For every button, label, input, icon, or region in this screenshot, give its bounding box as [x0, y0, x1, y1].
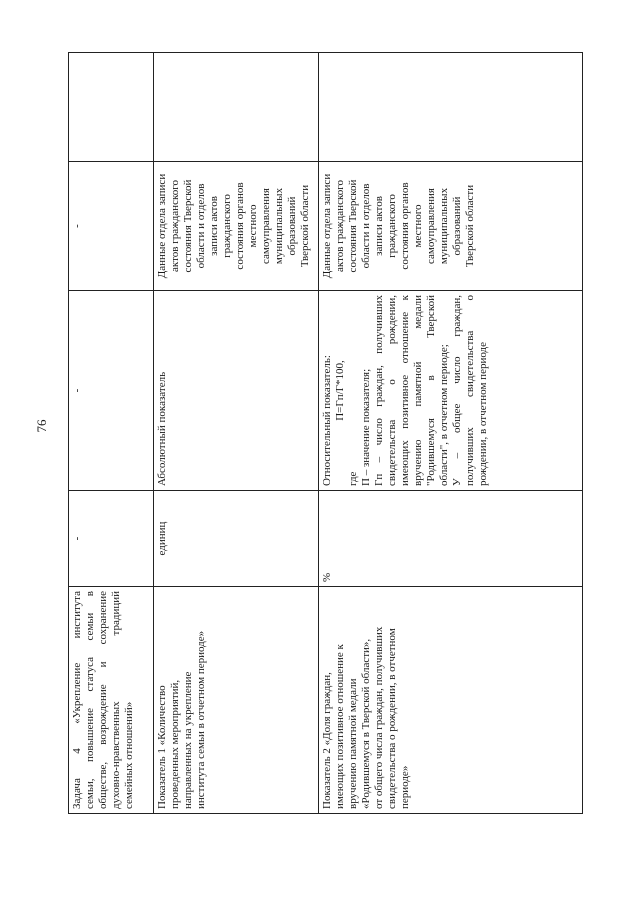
- text-line: самоуправления: [260, 188, 272, 264]
- text-line: самоуправления: [425, 188, 437, 264]
- indicator-2-title-cell: [319, 587, 583, 814]
- unit-cell: -: [69, 491, 154, 587]
- text-line: области", в отчетном периоде;: [438, 344, 450, 486]
- text-line: Гп – число граждан, получивших: [373, 295, 385, 486]
- table-row-indicator-1: [154, 53, 319, 814]
- text-line: «Родившемуся в Тверской области»,: [360, 638, 372, 809]
- text-line: семьи, повышение статуса семьи в: [84, 591, 96, 809]
- text-line: Тверской области: [464, 184, 476, 268]
- page-number: 76: [34, 419, 49, 433]
- indicator-1-title-cell: [154, 587, 319, 814]
- text-line: Задача 4 «Укрепление института: [71, 591, 83, 809]
- text-line: гражданского: [386, 194, 398, 258]
- formula: П=Гп/Г*100,: [334, 360, 346, 421]
- text-line: П – значение показателя;: [360, 368, 372, 486]
- text-line: Относительный показатель:: [321, 355, 333, 486]
- text-line: образований: [451, 196, 463, 256]
- text-line: института семьи в отчетном периоде»: [195, 630, 207, 809]
- text-line: Данные отдела записи: [321, 173, 333, 279]
- text-line: муниципальных: [273, 187, 285, 265]
- method-cell: -: [69, 291, 154, 491]
- text-line: имеющих позитивное отношение к: [399, 295, 411, 486]
- text-line: области и отделов: [195, 183, 207, 269]
- source-cell: [319, 162, 583, 291]
- text-line: Данные отдела записи: [156, 173, 168, 279]
- text-line: образований: [286, 196, 298, 256]
- text-line: вручению памятной медали: [347, 678, 359, 809]
- text-line: рождении, в отчетном периоде: [477, 342, 489, 486]
- text-line: Абсолютный показатель: [156, 371, 168, 486]
- empty-cell: [319, 53, 583, 162]
- empty-cell: [154, 53, 319, 162]
- source-cell: [154, 162, 319, 291]
- text-line: состояния органов: [234, 182, 246, 270]
- text-line: вручению памятной медали: [412, 295, 424, 486]
- text-line: проведенных мероприятий,: [169, 679, 181, 809]
- text-line: муниципальных: [438, 187, 450, 265]
- text-line: имеющих позитивное отношение к: [334, 644, 346, 809]
- text-line: свидетельства о рождении, в отчетном: [386, 628, 398, 809]
- unit-cell: единиц: [154, 491, 319, 587]
- method-cell: [154, 291, 319, 491]
- text-line: где: [347, 471, 359, 486]
- text-line: Тверской области: [299, 184, 311, 268]
- text-line: направленных на укрепление: [182, 671, 194, 809]
- method-cell: [319, 291, 583, 491]
- text-line: Показатель 2 «Доля граждан,: [321, 672, 333, 809]
- indicator-table: [68, 52, 583, 814]
- text-line: Показатель 1 «Количество: [156, 685, 168, 809]
- text-line: состояния Тверской: [182, 179, 194, 273]
- empty-cell: [69, 53, 154, 162]
- text-line: периоде»: [399, 765, 411, 809]
- text-line: от общего числа граждан, получивших: [373, 626, 385, 809]
- text-line: местного: [247, 204, 259, 248]
- table-row-task-4: [69, 53, 154, 814]
- text-line: состояния органов: [399, 182, 411, 270]
- text-line: записи актов: [373, 196, 385, 256]
- text-line: гражданского: [221, 194, 233, 258]
- text-line: свидетельства о рождении,: [386, 295, 398, 486]
- unit-cell: %: [319, 491, 583, 587]
- table-row-indicator-2: [319, 53, 583, 814]
- text-line: области и отделов: [360, 183, 372, 269]
- text-line: "Родившемуся в Тверской: [425, 295, 437, 486]
- text-line: семейных отношений»: [123, 701, 135, 809]
- text-line: местного: [412, 204, 424, 248]
- text-line: У – общее число граждан,: [451, 295, 463, 486]
- text-line: состояния Тверской: [347, 179, 359, 273]
- text-line: получивших свидетельства о: [464, 295, 476, 486]
- text-line: актов гражданского: [334, 180, 346, 272]
- text-line: обществе, возрождение и сохранение: [97, 591, 109, 809]
- source-cell: -: [69, 162, 154, 291]
- text-line: актов гражданского: [169, 180, 181, 272]
- text-line: записи актов: [208, 196, 220, 256]
- indicator-table-wrapper: [68, 53, 582, 814]
- task-4-title-cell: [69, 587, 154, 814]
- text-line: духовно-нравственных традиций: [110, 591, 122, 809]
